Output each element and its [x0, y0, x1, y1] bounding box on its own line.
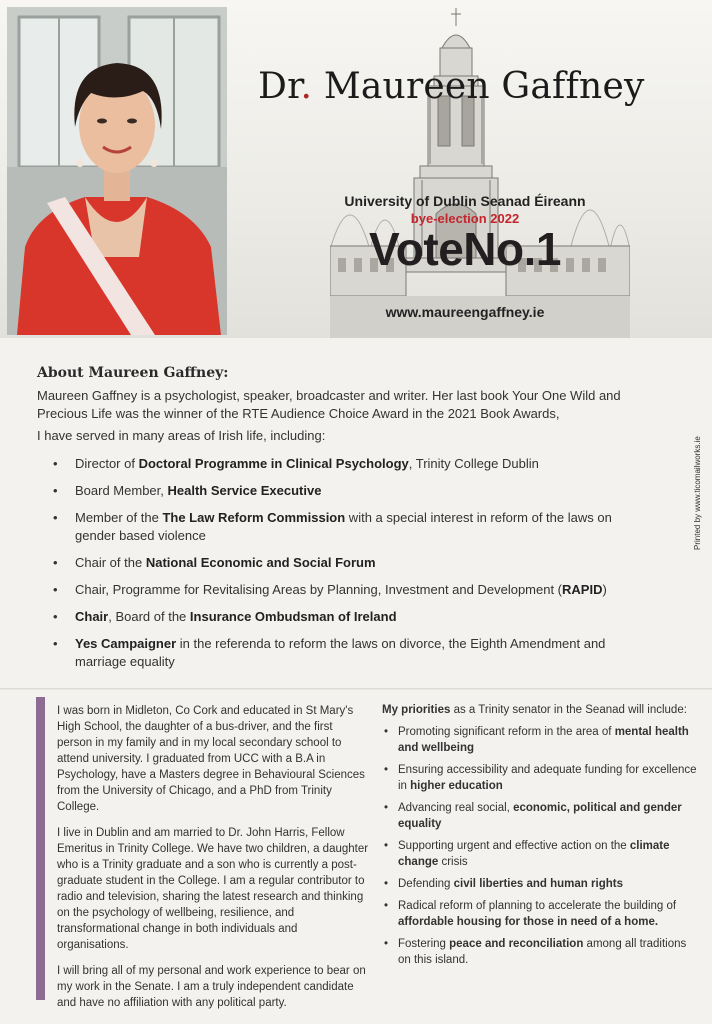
- purple-sidebar-bar: [36, 697, 45, 1000]
- website-link[interactable]: www.maureengaffney.ie: [385, 304, 545, 320]
- priorities-intro: My priorities as a Trinity senator in the Seanad will include:: [382, 704, 687, 716]
- list-item: • Yes Campaigner in the referenda to reform the laws on divorce, the Eighth Amendment and marriage equality: [53, 636, 606, 669]
- priorities-list: [382, 724, 702, 968]
- header-banner: [0, 0, 712, 338]
- list-item: • Chair, Programme for Revitalising Areas by Planning, Investment and Development (RAPID): [53, 582, 607, 597]
- university-label: University of Dublin Seanad Éireann: [344, 193, 586, 209]
- list-item: • Supporting urgent and effective action on the climate change crisis: [384, 840, 670, 868]
- list-item: • Fostering peace and reconciliation among all traditions on this island.: [384, 938, 687, 966]
- roles-list: [37, 455, 677, 671]
- printer-credit: Printed by www.ticomailworks.ie: [693, 436, 702, 550]
- list-item: • Promoting significant reform in the area of mental health and wellbeing: [384, 726, 689, 754]
- bio-paragraph: I was born in Midleton, Co Cork and educated in St Mary's High School, the daughter of a bus-driver, and the first person in my family and in my local secondary school to attend university. I graduated from UCC with a B.A in Psychology, have a Masters degree in Behavioural Sciences from the University of Chicago, and a PhD from Trinity College.: [57, 705, 365, 813]
- list-item: • Defending civil liberties and human rights: [384, 878, 623, 890]
- list-item: • Director of Doctoral Programme in Clinical Psychology, Trinity College Dublin: [53, 456, 539, 471]
- election-label: bye-election 2022: [410, 211, 520, 226]
- list-item: • Advancing real social, economic, political and gender equality: [384, 802, 682, 830]
- list-item: • Chair, Board of the Insurance Ombudsman of Ireland: [53, 609, 397, 624]
- about-body: Maureen Gaffney is a psychologist, speaker, broadcaster and writer. Her last book Your One Wild and Precious Life was the winner of the RTE Audience Choice Award in the 2021 Book Awards,: [37, 388, 621, 421]
- vote-headline: VoteNo.1: [369, 223, 561, 275]
- about-intro: I have served in many areas of Irish life, including:: [37, 428, 326, 443]
- list-item: • Ensuring accessibility and adequate funding for excellence in higher education: [384, 764, 697, 792]
- name-red-dot: .: [300, 66, 313, 107]
- bio-column: [57, 703, 369, 1021]
- list-item: • Member of the The Law Reform Commission with a special interest in reform of the laws on gender based violence: [53, 510, 612, 543]
- priorities-column: [382, 702, 702, 974]
- campanile-illustration: [330, 0, 630, 338]
- bio-paragraph: I will bring all of my personal and work experience to bear on my work in the Senate. I am a truly independent candidate and have no affiliation with any political party.: [57, 965, 366, 1009]
- candidate-name: Dr. Maureen Gaffney: [258, 66, 645, 107]
- list-item: • Board Member, Health Service Executive: [53, 483, 322, 498]
- list-item: • Radical reform of planning to accelerate the building of affordable housing for those in need of a home.: [384, 900, 677, 928]
- bio-paragraph: I live in Dublin and am married to Dr. John Harris, Fellow Emeritus in Trinity College. We have two children, a daughter who is a Trinity graduate and a son who is currently a post-graduate student in the College. I am a regular contributor to radio and television, sharing the latest research and thinking on the psychology of wellbeing, resilience, and transformational change in both individuals and organisations.: [57, 827, 369, 951]
- list-item: • Chair of the National Economic and Social Forum: [53, 555, 376, 570]
- fold-line: [0, 688, 712, 690]
- about-title: About Maureen Gaffney:: [37, 365, 229, 381]
- candidate-photo: [7, 7, 227, 335]
- about-section: [37, 365, 677, 680]
